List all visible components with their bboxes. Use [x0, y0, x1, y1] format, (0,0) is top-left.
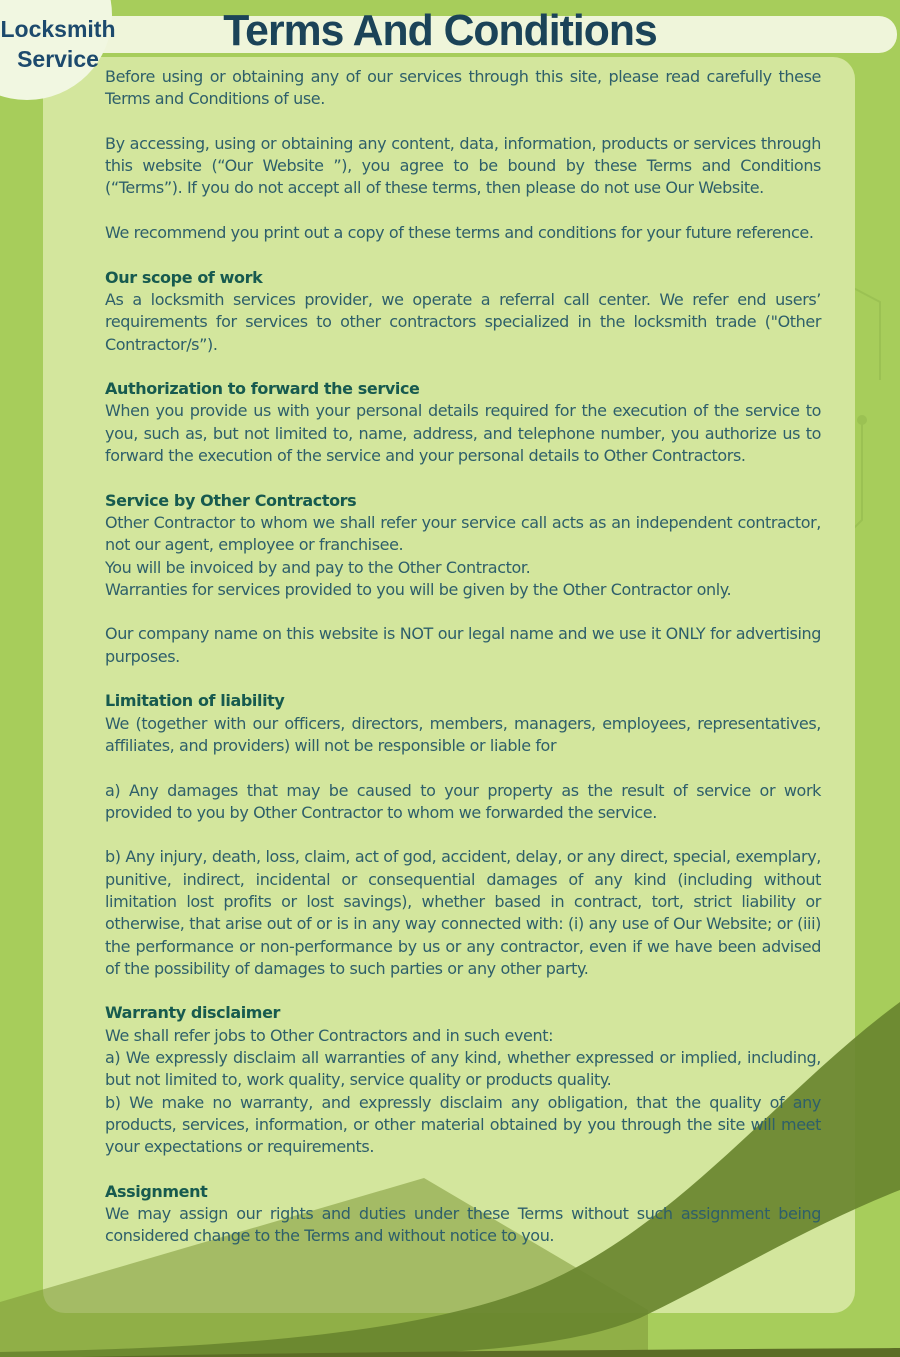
section-heading: Limitation of liability [105, 691, 285, 711]
paragraph: We recommend you print out a copy of these terms and conditions for your future reference. [105, 223, 814, 243]
paragraph: Other Contractor to whom we shall refer your service call acts as an independent contractor, not our agent, employee or franchisee. [105, 512, 821, 555]
paragraph: b) Any injury, death, loss, claim, act of god, accident, delay, or any direct, special, exemplary, punitive, indirect, incidental or consequential damages of any kind (including without limitation lost profits or lost savings), whether based in contract, tort, strict liability or otherwise, that arise out of or is in any way connected with: (i) any use of Our Website; or (iii) the performance or non-performance by us or any contractor, even if we have been advised of the possibility of damages to such parties or any other party. [105, 847, 821, 978]
paragraph: As a locksmith services provider, we operate a referral call center. We refer end users’ requirements for services to other contractors specialized in the locksmith trade ("Other Contractor/s”). [105, 289, 821, 354]
paragraph: b) We make no warranty, and expressly disclaim any obligation, that the quality of any products, services, information, or other material obtained by you through the site will meet your expectations or requirements. [105, 1092, 821, 1157]
page-title: Terms And Conditions [223, 6, 657, 55]
section-heading: Authorization to forward the service [105, 379, 420, 399]
logo-line1: Locksmith [0, 16, 116, 42]
section-heading: Service by Other Contractors [105, 490, 357, 510]
paragraph: We shall refer jobs to Other Contractors and in such event: [105, 1025, 554, 1045]
logo-line2: Service [17, 46, 99, 72]
paragraph: By accessing, using or obtaining any content, data, information, products or services through this website (“Our Website ”), you agree to be bound by these Terms and Conditions (“Terms”). If you do not accept all of these terms, then please do not use Our Website. [105, 133, 821, 198]
paragraph: Before using or obtaining any of our services through this site, please read carefully these Terms and Conditions of use. [105, 67, 821, 109]
paragraph: a) Any damages that may be caused to your property as the result of service or work provided to you by Other Contractor to whom we forwarded the service. [105, 780, 821, 822]
paragraph: You will be invoiced by and pay to the Other Contractor. [105, 557, 531, 577]
section-heading: Warranty disclaimer [105, 1003, 281, 1023]
paragraph: When you provide us with your personal details required for the execution of the service to you, such as, but not limited to, name, address, and telephone number, you authorize us to forward the execution of the service and your personal details to Other Contractors. [105, 401, 821, 466]
paragraph: a) We expressly disclaim all warranties of any kind, whether expressed or implied, including, but not limited to, work quality, service quality or products quality. [105, 1048, 821, 1090]
paragraph: We (together with our officers, directors, members, managers, employees, representatives, affiliates, and providers) will not be responsible or liable for [105, 713, 821, 755]
section-heading: Our scope of work [105, 267, 263, 287]
section-heading: Assignment [105, 1181, 208, 1201]
paragraph: Our company name on this website is NOT our legal name and we use it ONLY for advertising purposes. [105, 624, 821, 666]
paragraph: Warranties for services provided to you will be given by the Other Contractor only. [105, 579, 732, 599]
terms-content [105, 66, 821, 1248]
paragraph: We may assign our rights and duties under these Terms without such assignment being considered change to the Terms and without notice to you. [105, 1204, 821, 1246]
